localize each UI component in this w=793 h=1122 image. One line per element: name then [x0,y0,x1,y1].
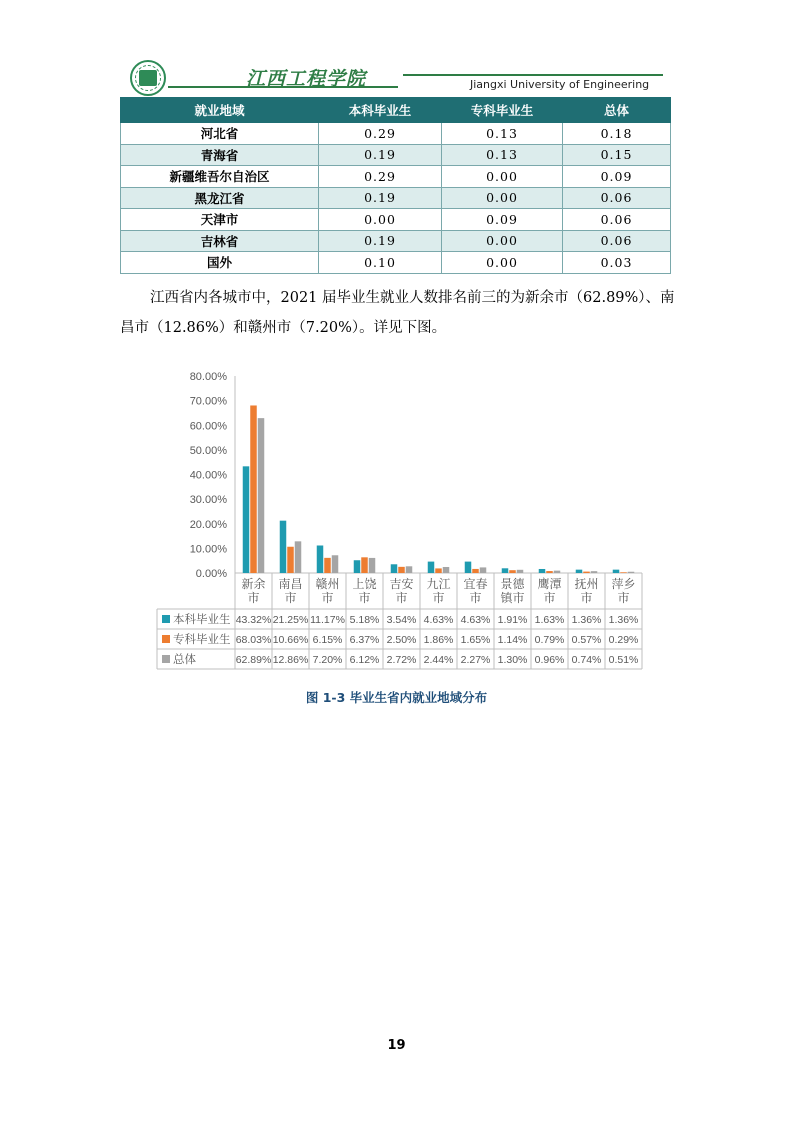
data-label: 6.37% [349,634,380,646]
bar [620,572,627,573]
table-cell: 0.09 [563,166,671,188]
bar [509,570,516,573]
bar [613,570,620,573]
bar [250,405,257,573]
table-cell: 0.29 [319,166,442,188]
data-label: 1.36% [571,614,602,626]
x-tick-label: 市 [284,591,297,605]
data-label: 0.51% [608,654,639,666]
school-logo [130,60,166,96]
table-cell: 0.19 [319,144,442,166]
y-tick-label: 30.00% [189,494,227,507]
data-label: 11.17% [310,614,345,626]
table-cell: 0.06 [563,230,671,252]
table-cell: 0.06 [563,209,671,231]
x-tick-label: 市 [395,591,408,605]
page-number: 19 [387,1038,406,1053]
data-label: 1.14% [497,634,528,646]
school-name-cn: 江西工程学院 [246,68,367,90]
data-label: 1.86% [423,634,454,646]
data-label: 1.30% [497,654,528,666]
table-cell: 0.19 [319,230,442,252]
table-cell: 吉林省 [121,230,319,252]
bar [554,571,561,573]
legend-swatch [162,615,170,623]
data-label: 1.36% [608,614,639,626]
bar [354,560,361,573]
table-cell: 0.15 [563,144,671,166]
table-cell: 0.00 [319,209,442,231]
table-cell: 0.19 [319,187,442,209]
bar [295,541,302,573]
table-cell: 黑龙江省 [121,187,319,209]
table-cell: 0.00 [442,187,563,209]
data-label: 2.72% [386,654,417,666]
table-header-row [121,98,671,123]
table-cell: 天津市 [121,209,319,231]
data-label: 2.27% [460,654,491,666]
school-name-en: Jiangxi University of Engineering [470,78,650,91]
table-row [121,187,671,209]
table-row [121,166,671,188]
bar [443,567,450,573]
table-cell: 青海省 [121,144,319,166]
x-tick-label: 市 [321,591,334,605]
table-cell: 0.18 [563,123,671,145]
x-tick-label: 南昌 [278,577,303,591]
header-rule-left [168,86,398,88]
data-label: 4.63% [423,614,454,626]
data-label: 5.18% [349,614,380,626]
data-label: 7.20% [312,654,343,666]
data-label: 1.65% [460,634,491,646]
table-header-cell: 总体 [563,98,671,123]
table-cell: 0.00 [442,252,563,274]
x-tick-label: 鹰潭 [537,577,562,591]
bar [539,569,546,573]
table-cell: 0.00 [442,166,563,188]
table-header-cell: 就业地域 [121,98,319,123]
x-tick-label: 市 [247,591,260,605]
x-tick-label: 赣州 [315,577,340,591]
bar [546,571,553,573]
legend-swatch [162,655,170,663]
y-tick-label: 50.00% [189,444,227,457]
bar [369,558,376,573]
bar-chart [155,364,645,674]
bar [517,570,524,573]
bar [258,418,265,573]
data-label: 0.57% [571,634,602,646]
body-paragraph: 江西省内各城市中，2021 届毕业生就业人数排名前三的为新余市（62.89%）、南昌市（12.86%）和赣州市（7.20%）。详见下图。 [120,290,675,336]
y-tick-label: 40.00% [189,469,227,482]
data-label: 2.44% [423,654,454,666]
y-tick-label: 0.00% [195,568,227,580]
table-cell: 0.03 [563,252,671,274]
table-header-cell: 本科毕业生 [319,98,442,123]
data-label: 1.63% [534,614,565,626]
data-label: 6.15% [312,634,343,646]
table-cell: 0.13 [442,123,563,145]
data-label: 62.89% [235,654,272,666]
bar [465,562,472,573]
table-header-cell: 专科毕业生 [442,98,563,123]
bar [628,572,635,573]
y-tick-label: 80.00% [189,371,227,383]
table-cell: 0.29 [319,123,442,145]
header-rule-right [403,74,663,76]
legend-swatch [162,635,170,643]
y-tick-label: 20.00% [189,518,227,531]
figure-caption: 图 1-3 毕业生省内就业地域分布 [305,690,488,705]
data-label: 3.54% [386,614,417,626]
bar [332,555,339,573]
data-label: 21.25% [272,614,309,626]
x-tick-label: 抚州 [574,577,599,591]
table-cell: 新疆维吾尔自治区 [121,166,319,188]
data-label: 68.03% [235,634,272,646]
bar [583,572,590,573]
table-row [121,230,671,252]
table-cell: 0.06 [563,187,671,209]
data-label: 0.74% [571,654,602,666]
data-label: 0.79% [534,634,565,646]
y-tick-label: 60.00% [189,420,227,433]
bar [502,568,509,573]
x-tick-label: 吉安 [389,577,414,591]
table-row [121,209,671,231]
bar [435,568,442,573]
bar [280,521,287,573]
chart-container [155,364,645,674]
bar [317,545,324,573]
bar [480,567,487,573]
x-tick-label: 市 [617,591,630,605]
data-label: 10.66% [272,634,309,646]
data-label: 43.32% [235,614,272,626]
table-cell: 0.00 [442,230,563,252]
legend-label: 专科毕业生 [173,632,231,646]
bar [391,564,398,573]
legend-label: 总体 [173,652,196,666]
x-tick-label: 市 [432,591,445,605]
data-label: 2.50% [386,634,417,646]
data-label: 0.29% [608,634,639,646]
table-cell: 河北省 [121,123,319,145]
table-cell: 0.10 [319,252,442,274]
table-row [121,252,671,274]
y-tick-label: 70.00% [189,395,227,408]
table-row [121,123,671,145]
table-cell: 0.09 [442,209,563,231]
x-tick-label: 九江 [426,577,451,591]
x-tick-label: 市 [358,591,371,605]
x-tick-label: 市 [543,591,556,605]
x-tick-label: 镇市 [500,591,525,605]
data-label: 1.91% [497,614,528,626]
x-tick-label: 市 [580,591,593,605]
bar [576,570,583,573]
data-label: 12.86% [272,654,309,666]
data-label: 4.63% [460,614,491,626]
x-tick-label: 宜春 [463,577,488,591]
data-label: 6.12% [349,654,380,666]
bar [591,571,598,573]
x-tick-label: 新余 [241,577,266,591]
data-label: 0.96% [534,654,565,666]
bar [324,558,331,573]
region-table [120,97,671,274]
table-cell: 国外 [121,252,319,274]
x-tick-label: 上饶 [352,577,377,591]
bar [406,566,413,573]
table-row [121,144,671,166]
x-tick-label: 景德 [500,577,525,591]
bar [361,557,368,573]
bar [243,466,250,573]
x-tick-label: 市 [469,591,482,605]
table-cell: 0.13 [442,144,563,166]
bar [472,569,479,573]
y-tick-label: 10.00% [189,543,227,556]
bar [398,567,405,573]
bar [287,547,294,573]
x-tick-label: 萍乡 [611,577,636,591]
legend-label: 本科毕业生 [173,612,231,626]
bar [428,562,435,573]
